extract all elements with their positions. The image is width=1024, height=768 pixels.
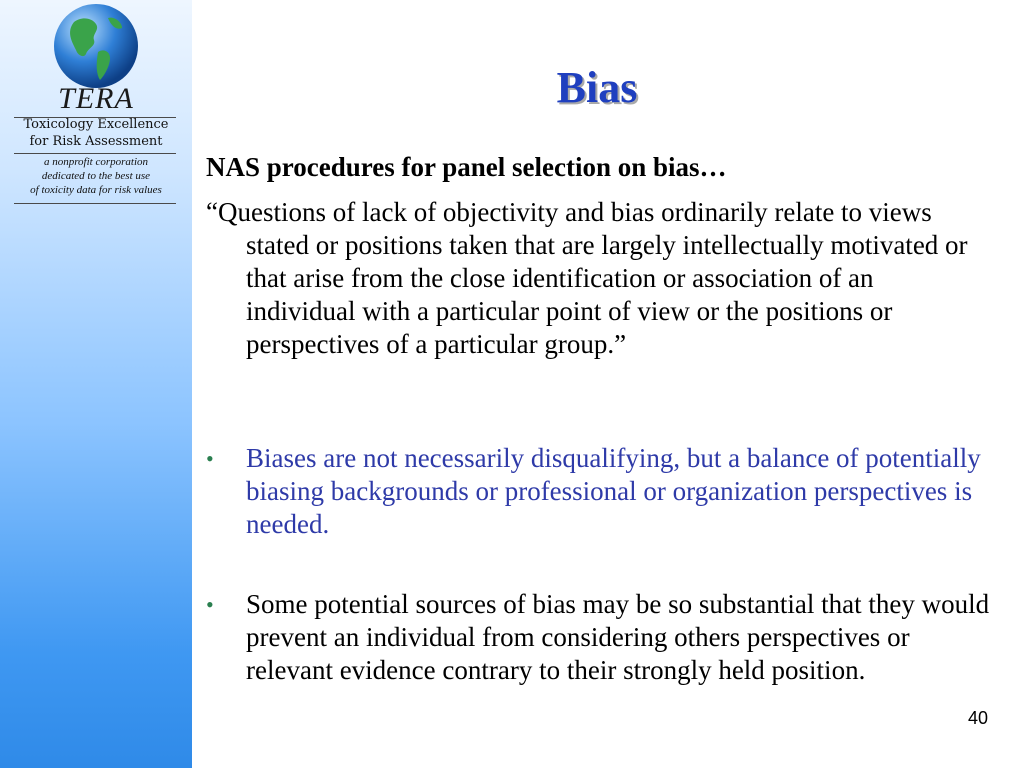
page-number: 40 (967, 708, 988, 728)
bullet-marker: • (206, 446, 214, 471)
org-name-line1: Toxicology Excellence (23, 117, 169, 132)
org-name-line2: for Risk Assessment (29, 134, 163, 149)
bullet-item (206, 588, 996, 687)
divider (14, 153, 176, 154)
bullet-marker: • (206, 592, 214, 617)
sidebar (0, 0, 192, 768)
slide-title: Bias (556, 63, 638, 112)
logo-name: TERA (58, 82, 134, 115)
tagline-line2: dedicated to the best use (41, 170, 151, 182)
divider (14, 203, 176, 204)
bullet-text: Biases are not necessarily disqualifying, but a balance of potentially biasing backgrounds or professional or organization perspectives is needed. (246, 443, 981, 539)
slide-heading: NAS procedures for panel selection on bias… (206, 152, 727, 182)
quote-paragraph: “Questions of lack of objectivity and bias ordinarily relate to views stated or positions taken that are largely intellectually motivated or that arise from the close identification or association of an individual with a particular point of view or the positions or perspectives of a particular group.” (206, 197, 968, 359)
tagline-line3: of toxicity data for risk values (30, 184, 162, 196)
globe-logo-icon (52, 2, 140, 90)
bullet-text: Some potential sources of bias may be so substantial that they would prevent an individual from considering others perspectives or relevant evidence contrary to their strongly held position. (246, 589, 990, 685)
bullet-item (206, 442, 996, 541)
tagline-line1: a nonprofit corporation (43, 156, 149, 168)
